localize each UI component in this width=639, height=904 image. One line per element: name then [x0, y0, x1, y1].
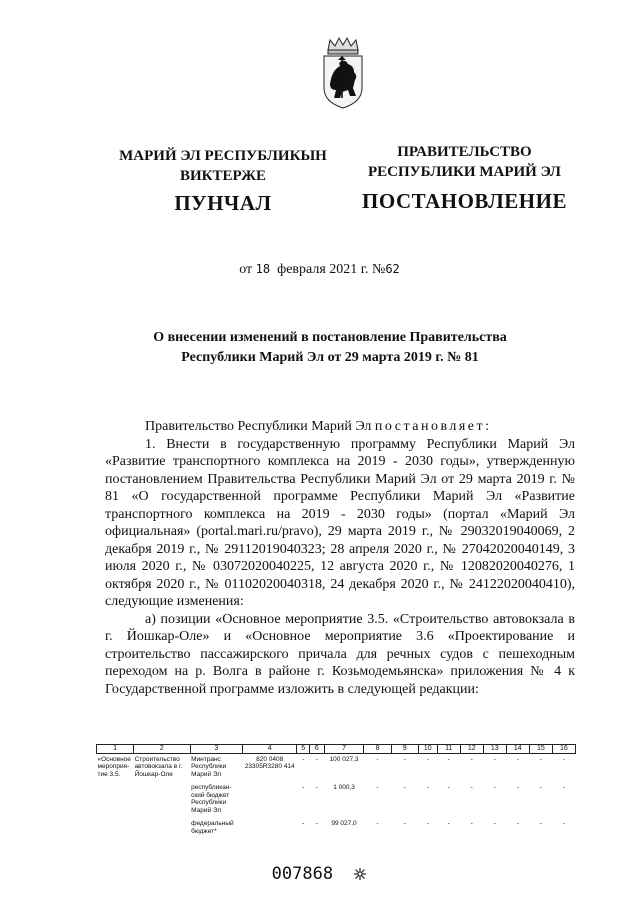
table-cell: - — [403, 755, 406, 763]
header-left-title: ПУНЧАЛ — [174, 191, 272, 215]
table-cell: - — [447, 784, 450, 791]
document-number: 62 — [385, 262, 400, 276]
table-header-cell: 14 — [506, 745, 529, 754]
table-header-cell: 8 — [364, 745, 391, 754]
date-line — [0, 262, 639, 278]
header-right-title: ПОСТАНОВЛЕНИЕ — [362, 189, 567, 213]
ornament-icon — [353, 867, 367, 881]
table-cell: - — [376, 820, 379, 827]
table-cell: Строительство автовокзала в г. Йошкар-Оле — [134, 755, 183, 778]
table-header-row — [97, 745, 576, 754]
table-cell: - — [403, 820, 406, 827]
table-header-cell: 4 — [242, 745, 296, 754]
table-cell: - — [302, 784, 305, 791]
table-cell: - — [562, 755, 566, 763]
table-cell: - — [426, 820, 429, 827]
table-cell: - — [562, 820, 566, 827]
serial-number-text: 007868 — [271, 864, 334, 884]
header-right-line1: ПРАВИТЕЛЬСТВО — [397, 144, 532, 160]
table-cell: - — [302, 755, 305, 763]
table-cell: - — [426, 784, 429, 791]
table-header-cell: 15 — [529, 745, 552, 754]
table-cell: - — [315, 755, 318, 763]
table-row — [97, 753, 576, 782]
table-cell: - — [315, 784, 318, 791]
table-cell: Минтранс Республики Марий Эл — [191, 755, 227, 778]
table-cell: - — [315, 820, 318, 827]
table-cell: - — [539, 784, 542, 791]
form-serial-number — [0, 864, 639, 884]
document-title — [100, 328, 560, 368]
table-cell: - — [376, 755, 379, 763]
table-cell: - — [470, 820, 473, 827]
table-cell: - — [470, 784, 473, 791]
table-row — [97, 782, 576, 818]
table-cell: 1 000,3 — [333, 784, 355, 791]
table-cell: 99 027,0 — [331, 820, 357, 827]
table-cell: «Основное мероприя-тие 3.5. — [97, 755, 131, 778]
table-cell: 100 027,3 — [329, 755, 359, 763]
opening-decree-word: постановляет: — [374, 419, 492, 434]
coat-of-arms-emblem — [318, 36, 368, 110]
table-header-cell: 9 — [391, 745, 418, 754]
header-left-line2: ВИКТЕРЖЕ — [179, 168, 267, 184]
header-left-line1: МАРИЙ ЭЛ РЕСПУБЛИКЫН — [119, 148, 327, 164]
opening-line — [105, 418, 575, 436]
table-header-cell: 11 — [437, 745, 460, 754]
table-cell: - — [302, 820, 305, 827]
header-right-line2: РЕСПУБЛИКИ МАРИЙ ЭЛ — [367, 164, 561, 180]
table-header-cell: 1 — [97, 745, 134, 754]
table-cell: республикан-ский бюджет Республики Марий Эл — [191, 784, 232, 814]
title-line2: Республики Марий Эл от 29 марта 2019 г. № 81 — [181, 350, 479, 365]
date-prefix: от — [239, 262, 253, 277]
opening-prefix: Правительство Республики Марий Эл — [145, 419, 372, 434]
table-header-cell: 7 — [324, 745, 364, 754]
table-cell: - — [562, 784, 566, 791]
table-header-cell: 13 — [483, 745, 506, 754]
table-cell: - — [516, 784, 519, 791]
table-cell: 820 0408 23305R3280 414 — [244, 755, 295, 770]
table-cell: - — [539, 755, 542, 763]
table-cell: - — [493, 784, 496, 791]
table-header-cell: 2 — [134, 745, 191, 754]
paragraph-2: а) позиции «Основное мероприятие 3.5. «Строительство автовокзала в г. Йошкар-Оле» и «Основное мероприятие 3.6 «Проектирование и строительство пассажирского причала для речных судов с пешеходным переходом на р. Волга в районе г. Козьмодемьянска» приложения № 4 к Государственной программе изложить в следующей редакции: — [105, 611, 575, 697]
table-cell: - — [516, 755, 519, 763]
table-header-cell: 16 — [552, 745, 575, 754]
table-cell: - — [493, 755, 496, 763]
table-cell: - — [403, 784, 406, 791]
date-day: 18 — [255, 262, 271, 276]
table-cell: - — [516, 820, 519, 827]
table-row — [97, 818, 576, 839]
table-cell: - — [447, 820, 450, 827]
table-header-cell: 5 — [297, 745, 310, 754]
program-table — [96, 744, 576, 839]
table-cell: - — [493, 820, 496, 827]
table-header-cell: 12 — [460, 745, 483, 754]
paragraph-1: 1. Внести в государственную программу Республики Марий Эл «Развитие транспортного комплекса на 2019 - 2030 годы», утвержденную постановлением Правительства Республики Марий Эл от 29 марта 2019 г. № 81 «О государственной программе Республики Марий Эл «Развитие транспортного комплекса на 2019 - 2030 годы» (портал «Марий Эл официальная» (portal.mari.ru/pravo), 29 марта 2019 г., № 29032019040069, 2 декабря 2019 г., № 29112019040323; 28 апреля 2020 г., № 27042020040149, 3 июля 2020 г., № 03072020040225, 12 августа 2020 г., № 12082020040276, 1 октября 2020 г., № 01102020040318, 24 декабря 2020 г., № 24122020040410), следующие изменения: — [105, 436, 575, 609]
table-cell: - — [470, 755, 473, 763]
date-month-year: февраля 2021 г. № — [277, 262, 386, 277]
table-cell: - — [426, 755, 429, 763]
document-body — [105, 418, 575, 698]
table-cell: - — [539, 820, 542, 827]
table-header-cell: 3 — [190, 745, 242, 754]
title-line1: О внесении изменений в постановление Правительства — [153, 330, 507, 345]
table-cell: - — [376, 784, 379, 791]
table-cell: федеральный бюджет* — [191, 820, 234, 835]
table-header-cell: 10 — [418, 745, 437, 754]
table-cell: - — [447, 755, 450, 763]
table-header-cell: 6 — [309, 745, 324, 754]
